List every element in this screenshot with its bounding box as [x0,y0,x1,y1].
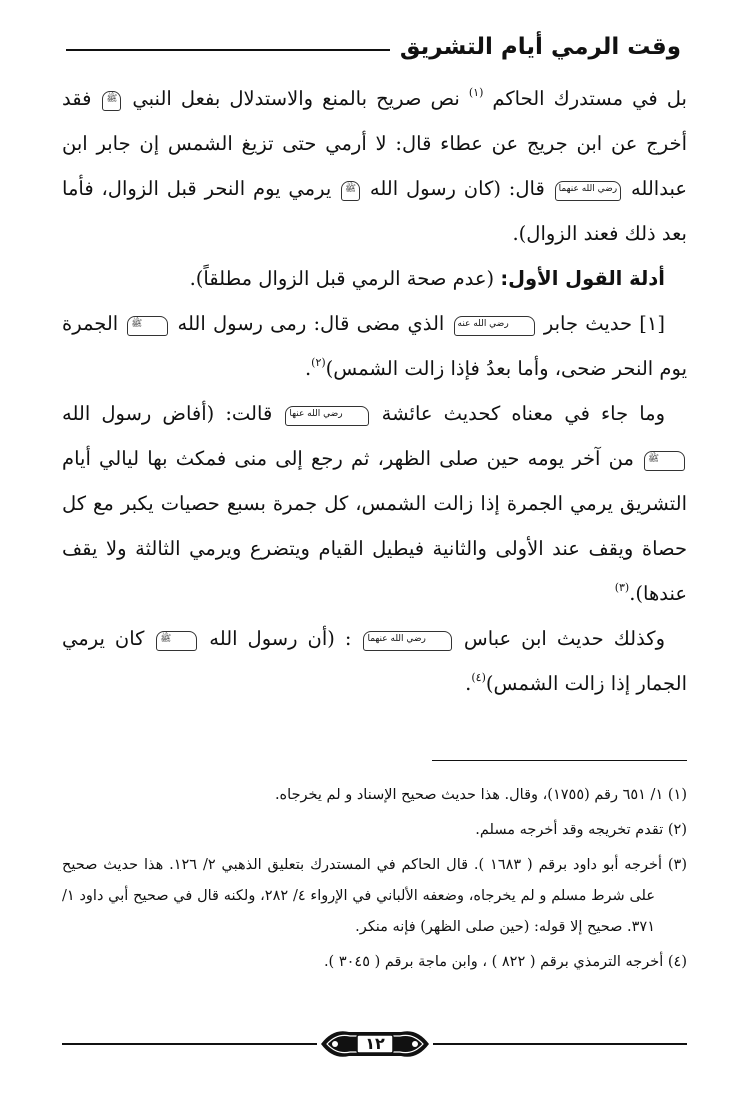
paragraph-intro: بل في مستدرك الحاكم $^{(١)}$ نص صريح بالمنع والاستدلال بفعل النبي ﷺ فقد أخرج عن ابن جريج عن عطاء قال: لا أرمي حتى تزيغ الشمس إن جابر ابن عبدالله رضي الله عنهما قال: (كان رسول الله ﷺ يرمي يوم النحر قبل الزوال، فأما بعد ذلك فعند الزوال). [62,86,687,245]
footnote-2: (٢) تقدم تخريجه وقد أخرجه مسلم. [475,822,687,838]
page-footer [62,1024,687,1064]
footnote-ref-1[interactable]: (١) [468,86,484,99]
honorific-nabi-icon: ﷺ [102,91,121,111]
honorific-nabi-icon: ﷺ [644,451,685,471]
footnote-3: (٣) أخرجه أبو داود برقم ( ١٦٨٣ ). قال الحاكم في المستدرك بتعليق الذهبي ٢/ ١٢٦. هذا حديث صحيح على شرط مسلم و لم يخرجاه، وضعفه الألباني في الإرواء ٤/ ٢٨٢، ولكنه قال في صحيح أبي داود ١/ ٣٧١. صحيح إلا قوله: (حين صلى الظهر) فإنه منكر. [62,857,687,935]
paragraph-evidence-heading: أدلة القول الأول: (عدم صحة الرمي قبل الزوال مطلقاً). [189,267,665,290]
page-number-ornament-icon [319,1024,431,1064]
honorific-nabi-icon: ﷺ [156,631,197,651]
paragraph-aisha: وما جاء في معناه كحديث عائشة رضي الله عنها قالت: (أفاض رسول الله ﷺ من آخر يومه حين صلى الظهر، ثم رجع إلى منى فمكث بها ليالي أيام التشريق يرمي الجمرة إذا زالت الشمس، كل جمرة بسبع حصيات يكبر مع كل حصاة ويقف عند الأولى والثانية فيطيل القيام ويتضرع ويرمي الثالثة ولا يقف عندها).$^{(٣)}$ [62,402,687,605]
footer-rule-right [433,1043,688,1045]
running-header [66,30,681,64]
header-rule [66,49,390,51]
footnote-ref-2[interactable]: (٢) [311,356,326,369]
footnote-separator [432,760,687,761]
footer-rule-left [62,1043,317,1045]
page-number: ١٢ [364,1034,385,1053]
honorific-nabi-icon: ﷺ [341,181,360,201]
footnote-1: (١) ١/ ٦٥١ رقم (١٧٥٥)، وقال. هذا حديث صحيح الإسناد و لم يخرجاه. [274,787,687,803]
honorific-sahabi-icon: رضي الله عنهما [555,181,621,201]
main-text [62,76,687,706]
footnote-ref-4[interactable]: (٤) [471,671,486,684]
honorific-sahabiyya-icon: رضي الله عنها [285,406,368,426]
footnote-ref-3[interactable]: (٣) [614,581,630,594]
paragraph-jabir: [١] حديث جابر رضي الله عنه الذي مضى قال: رمى رسول الله ﷺ الجمرة يوم النحر ضحى، وأما بعدُ فإذا زالت الشمس)$^{(٢)}$. [62,312,687,380]
paragraph-ibn-abbas: وكذلك حديث ابن عباس رضي الله عنهما : (أن رسول الله ﷺ كان يرمي الجمار إذا زالت الشمس)$^{(٤)}$. [62,627,687,695]
section-heading: أدلة القول الأول: [500,267,665,290]
honorific-sahabi-icon: رضي الله عنه [454,316,535,336]
honorific-nabi-icon: ﷺ [127,316,168,336]
header-title: وقت الرمي أيام التشريق [399,34,681,60]
footnotes [62,780,687,982]
honorific-sahabi-icon: رضي الله عنهما [363,631,451,651]
footnote-4: (٤) أخرجه الترمذي برقم ( ٨٢٢ ) ، وابن ماجة برقم ( ٣٠٤٥ ). [323,954,687,970]
